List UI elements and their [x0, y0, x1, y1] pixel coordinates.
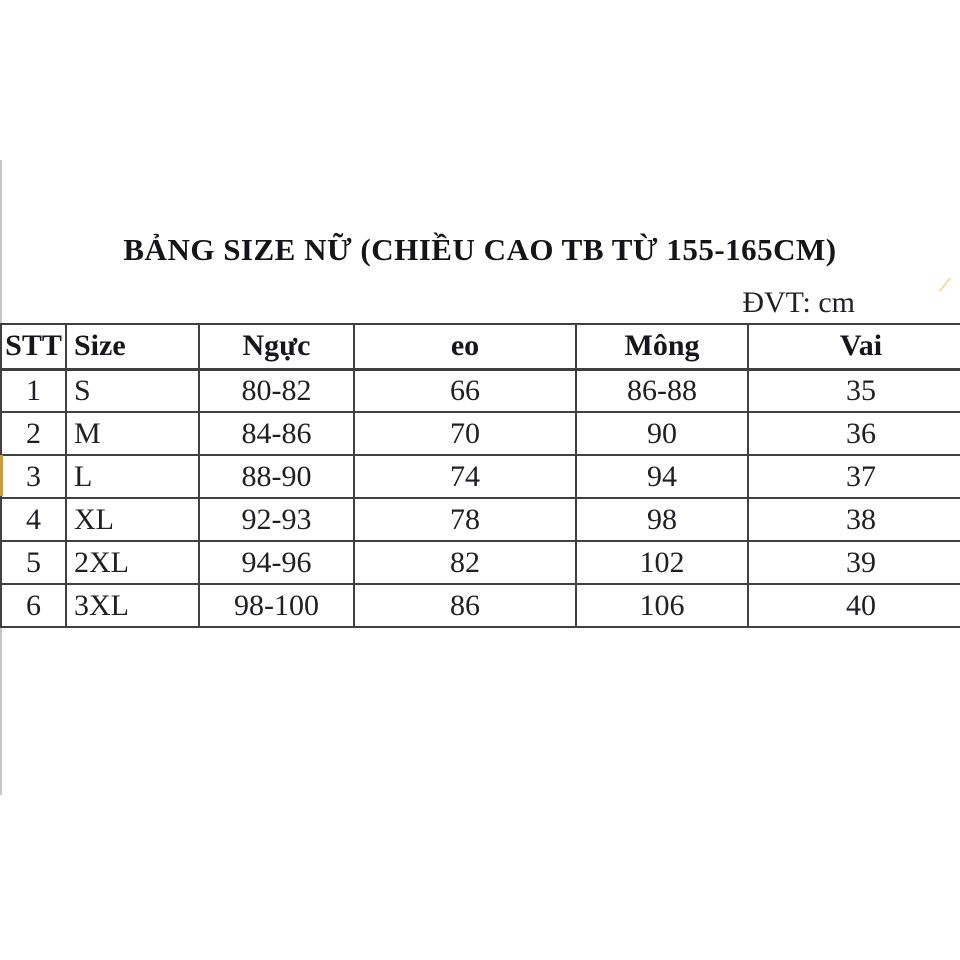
table-cell: 80-82	[199, 369, 354, 412]
column-header-vai: Vai	[748, 324, 960, 369]
table-cell: 2	[1, 412, 66, 455]
table-cell: 4	[1, 498, 66, 541]
table-cell: L	[66, 455, 199, 498]
table-cell: 38	[748, 498, 960, 541]
unit-note: ĐVT: cm	[742, 286, 855, 319]
table-cell: 35	[748, 369, 960, 412]
column-header-eo: eo	[354, 324, 576, 369]
table-row	[1, 455, 960, 498]
table-cell: XL	[66, 498, 199, 541]
table-row	[1, 584, 960, 627]
table-cell: 5	[1, 541, 66, 584]
column-header-mông: Mông	[576, 324, 748, 369]
table-cell: 3	[1, 455, 66, 498]
table-cell: 86	[354, 584, 576, 627]
column-header-ngực: Ngực	[199, 324, 354, 369]
table-row	[1, 498, 960, 541]
table-cell: 36	[748, 412, 960, 455]
table-cell: 94	[576, 455, 748, 498]
table-cell: 106	[576, 584, 748, 627]
table-cell: 94-96	[199, 541, 354, 584]
table-row	[1, 369, 960, 412]
table-row	[1, 412, 960, 455]
column-header-stt: STT	[1, 324, 66, 369]
table-cell: 37	[748, 455, 960, 498]
table-cell: 1	[1, 369, 66, 412]
table-cell: 74	[354, 455, 576, 498]
table-cell: 66	[354, 369, 576, 412]
table-cell: 40	[748, 584, 960, 627]
table-cell: 6	[1, 584, 66, 627]
table-cell: 82	[354, 541, 576, 584]
corner-artifact	[939, 277, 951, 292]
size-table	[0, 323, 960, 628]
table-cell: 102	[576, 541, 748, 584]
table-cell: 88-90	[199, 455, 354, 498]
table-cell: 39	[748, 541, 960, 584]
table-row	[1, 541, 960, 584]
table-cell: 84-86	[199, 412, 354, 455]
table-cell: 98-100	[199, 584, 354, 627]
table-cell: 86-88	[576, 369, 748, 412]
table-cell: 98	[576, 498, 748, 541]
table-cell: 92-93	[199, 498, 354, 541]
size-table-header-row	[1, 324, 960, 369]
table-cell: M	[66, 412, 199, 455]
table-cell: S	[66, 369, 199, 412]
column-header-size: Size	[66, 324, 199, 369]
table-cell: 90	[576, 412, 748, 455]
size-table-body	[1, 369, 960, 627]
size-table-head	[1, 324, 960, 369]
page-title: BẢNG SIZE NỮ (CHIỀU CAO TB TỪ 155-165CM)	[123, 232, 837, 267]
table-cell: 2XL	[66, 541, 199, 584]
table-cell: 78	[354, 498, 576, 541]
row3-left-marker	[0, 455, 3, 496]
table-cell: 3XL	[66, 584, 199, 627]
table-cell: 70	[354, 412, 576, 455]
